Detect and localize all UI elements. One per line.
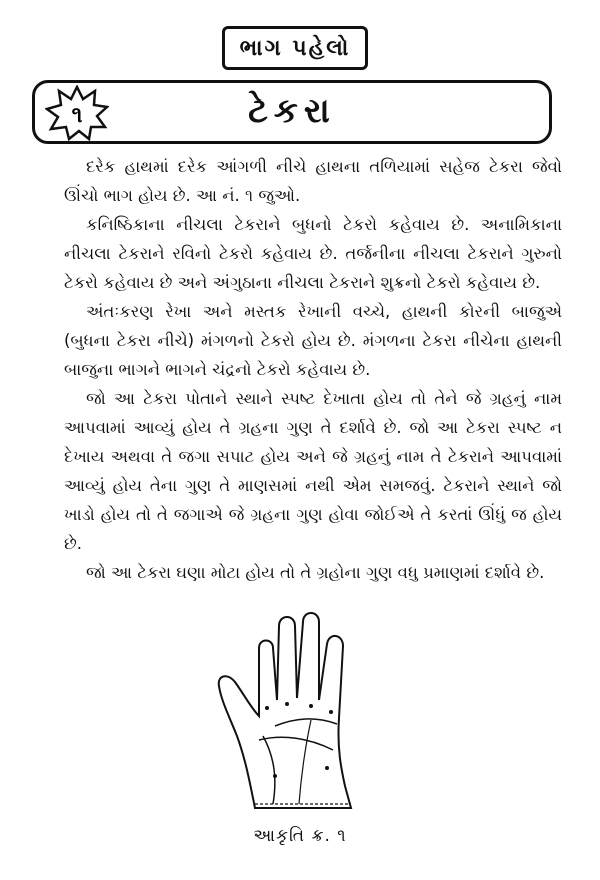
- body-text: [64, 152, 562, 587]
- chapter-number: ૧: [71, 103, 83, 128]
- part-label-box: [222, 26, 368, 70]
- paragraph-5: જો આ ટેકરા ઘણા મોટા હોય તો તે ગ્રહોના ગુણ વધુ પ્રમાણમાં દર્શાવે છે.: [86, 563, 545, 582]
- figure-caption: આકૃતિ ક્ર. ૧: [253, 826, 347, 846]
- chapter-header: [32, 80, 552, 144]
- paragraph-2: કનિષ્ઠિકાના નીચલા ટેકરાને બુધનો ટેકરો કહેવાય છે. અનામિકાના નીચલા ટેકરાને રવિનો ટેકરો કહેવાય છે. તર્જનીના નીચલા ટેકરાને ગુરુનો ટેકરો કહેવાય છે અને અંગુઠાના નીચલા ટેકરાને શુક્રનો ટેકરો કહેવાય છે.: [64, 215, 562, 292]
- paragraph-4: જો આ ટેકરા પોતાને સ્થાને સ્પષ્ટ દેખાતા હોય તો તેને જે ગ્રહનું નામ આપવામાં આવ્યું હોય તે ગ્રહના ગુણ તે દર્શાવે છે. જો આ ટેકરા સ્પષ્ટ ન દેખાય અથવા તે જગા સપાટ હોય અને જે ગ્રહનું નામ તે ટેકરાને આપવામાં આવ્યું હોય તેના ગુણ તે માણસમાં નથી એમ સમજવું. ટેકરાને સ્થાને જો ખાડો હોય તો તે જગાએ જે ગ્રહના ગુણ હોવા જોઈએ તે કરતાં ઊંધું જ હોય છે.: [64, 389, 562, 553]
- paragraph-1: દરેક હાથમાં દરેક આંગળી નીચે હાથના તળિયામાં સહેજ ટેકરા જેવો ઊંચો ભાગ હોય છે. આ નં. ૧ જુઓ.: [64, 157, 562, 205]
- paragraph-3: અંતઃકરણ રેખા અને મસ્તક રેખાની વચ્ચે, હાથની કોરની બાજુએ (બુધના ટેકરા નીચે) મંગળનો ટેકરો હોય છે. મંગળના ટેકરા નીચેના હાથની બાજુના ભાગને ભાગને ચંદ્રનો ટેકરો કહેવાય છે.: [64, 302, 562, 379]
- part-label: ભાગ પહેલો: [239, 35, 351, 61]
- palm-diagram: [215, 608, 395, 813]
- chapter-title: ટેકરા: [248, 91, 336, 131]
